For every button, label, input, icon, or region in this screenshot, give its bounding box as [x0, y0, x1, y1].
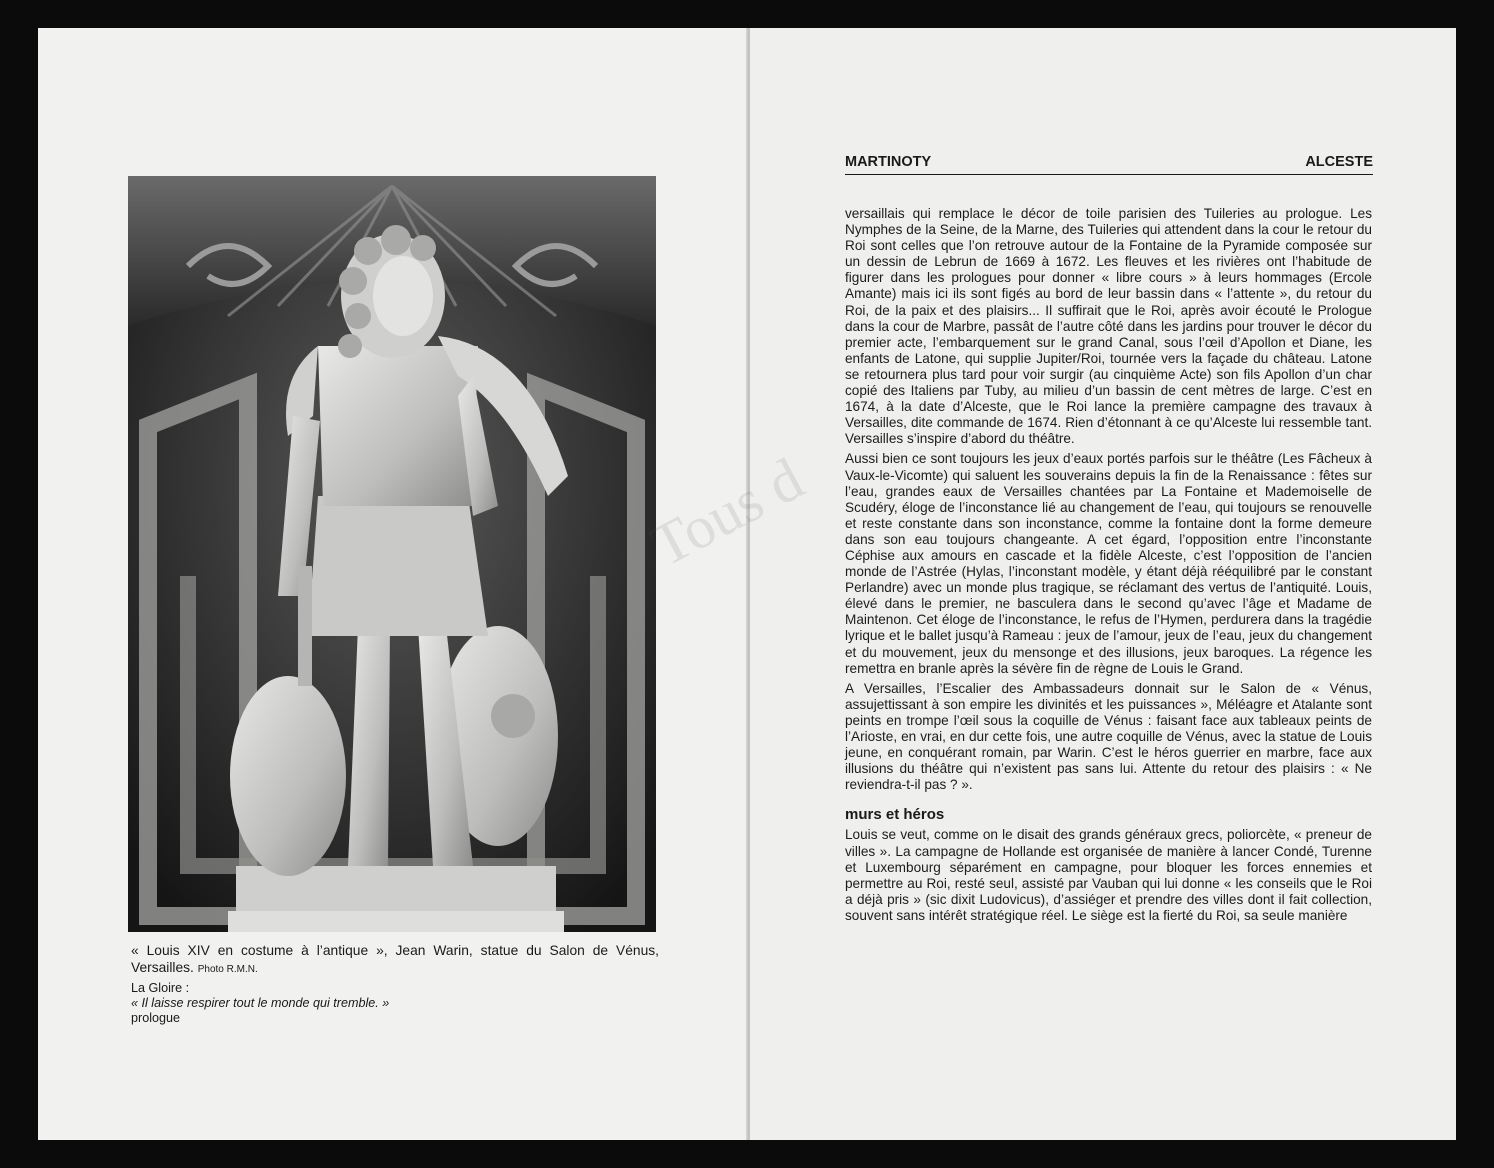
- statue-image: [128, 176, 656, 932]
- right-page: [750, 28, 1456, 1140]
- figure-caption-text: « Louis XIV en costume à l’antique », Jean Warin, statue du Salon de Vénus, Versailles.: [131, 943, 659, 975]
- section-heading: murs et héros: [845, 806, 945, 824]
- paragraph: A Versailles, l’Escalier des Ambassadeurs donnait sur le Salon de « Vénus, assujettissant à son empire les divinités et les puissances », Méléagre et Atalante sont peints en trompe l’œil sous la coquille de Vénus : faisant face aux tableaux peints de l’Arioste, en vrai, en dur cette fois, une autre coquille de Vénus, avec la statue de Louis jeune, en conquérant romain, par Warin. C’est le héros guerrier en marbre, face aux illusions du théâtre qui n’existent pas sans lui. Attente du retour des plaisirs : « Ne reviendra-t-il pas ? ».: [845, 680, 1372, 793]
- quote-line: « Il laisse respirer tout le monde qui tremble. »: [131, 996, 390, 1010]
- paragraph: Aussi bien ce sont toujours les jeux d’eaux portés parfois sur le théâtre (Les Fâcheux à Vaux-le-Vicomte) qui saluent les souverains depuis la fin de la Renaissance : fêtes sur l’eau, grandes eaux de Versailles chantées par La Fontaine et Mademoiselle de Scudéry, éloge de l’inconstance lié au changement de l’eau, qui toujours se renouvelle et reste constante dans son inconstance, comme la fontaine dont la forme demeure dans son eau toujours changeante. A cet égard, l’opposition entre l’inconstante Céphise aux amours en cascade et la fidèle Alceste, c’est l’opposition de l’ancien monde de l’Astrée (Hylas, l’inconstant modèle, y étant déjà rééquilibré par le constant Perlandre) avec un monde plus tragique, se réclamant des vertus de l’antiquité. Louis, élevé dans le premier, ne basculera dans le second qu’avec l’âge et Madame de Maintenon. Cet éloge de l’inconstance, le refus de l’Hymen, perdurera dans la tragédie lyrique et le ballet jusqu’à Rameau : jeux de l’amour, jeux de l’eau, jeux du changement et du mouvement, jeux du mensonge et des illusions, jeux baroques. La régence les remettra en branle après la sévère fin de règne de Louis le Grand.: [845, 451, 1372, 676]
- figure-caption: [131, 942, 659, 978]
- paragraph: Louis se veut, comme on le disait des grands généraux grecs, poliorcète, « preneur de villes ». La campagne de Hollande est organisée de manière à lancer Condé, Turenne et Luxembourg séparément en campagne, pour bloquer les forces ennemies et permettre au Roi, resté seul, assisté par Vauban qui lui donne « les conseils que le Roi a déjà pris » (sic dixit Ludovicus), d’assiéger et prendre des villes dont il fait collection, souvent sans intérêt stratégique réel. Le siège est la fierté du Roi, sa seule manière: [845, 827, 1372, 923]
- quote-act: prologue: [131, 1011, 181, 1025]
- photo-credit: Photo R.M.N.: [197, 964, 258, 975]
- paragraph: versaillais qui remplace le décor de toile parisien des Tuileries au prologue. Les Nymphes de la Seine, de la Marne, des Tuileries qui attendent dans la cour le retour du Roi sont celles que l’on retrouve autour de la Fontaine de la Pyramide composée sur un dessin de Lebrun de 1669 à 1672. Les fleuves et les rivières ont l’habitude de figurer dans les prologues pour donner « libre cours » à leurs hommages (Ercole Amante) mais ici ils sont figés au bord de leur bassin dans « l’attente », du retour du Roi, de la paix et des plaisirs... Il suffirait que le Roi, après avoir écouté le Prologue dans la cour de Marbre, passât de l’autre côté dans les jardins pour trouver le décor du premier acte, l’embarquement sur le grand Canal, sous l’œil d’Apollon et Diane, les enfants de Latone, qui supplie Jupiter/Roi, tournée vers la façade du château. Latone se retournera plus tard pour voir surgir (au cinquième Acte) son fils Apollon d’un char copié des Italiens par Tuby, au milieu d’un bassin de cent mètres de large. C’est en 1674, à la date d’Alceste, que le Roi lance la première campagne des travaux à Versailles, dite commande de 1674. Rien d’étonnant à ce qu’Alceste lui ressemble tant. Versailles s’inspire d’abord du théâtre.: [845, 206, 1372, 447]
- statue-photo: [128, 176, 656, 932]
- running-header: [845, 152, 1373, 175]
- quote-speaker: La Gloire :: [131, 981, 190, 995]
- libretto-quote: [131, 981, 659, 1026]
- article-body: [845, 206, 1372, 928]
- header-author: MARTINOTY: [845, 154, 932, 170]
- header-work-title: ALCESTE: [1305, 154, 1373, 170]
- left-page: [38, 28, 748, 1140]
